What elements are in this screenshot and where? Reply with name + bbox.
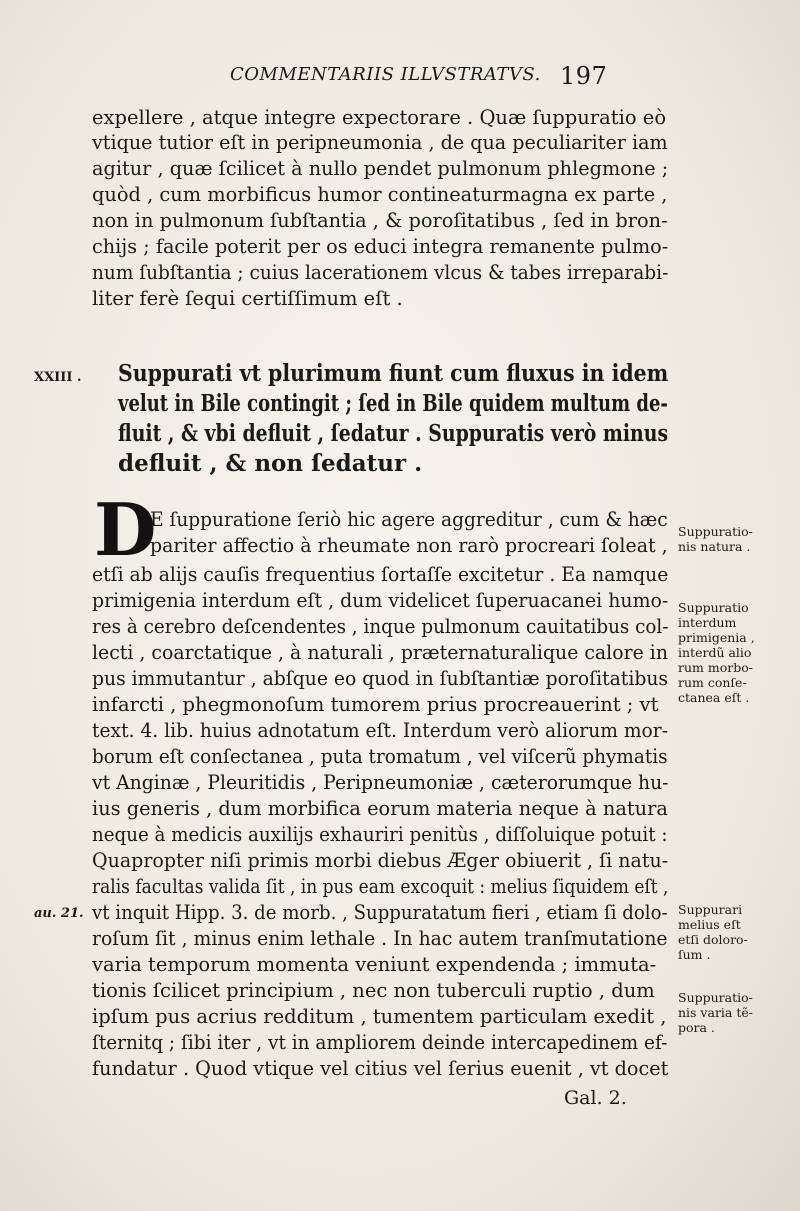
text-line: non in pulmonum ſubſtantia , & poroſitatibus , ſed in bron- [92, 209, 668, 232]
text-line: borum eſt conſectanea , puta tromatum , vel viſcerũ phymatis [92, 745, 668, 768]
aphorism-line: fluit , & vbi defluit , ſedatur . Suppuratis verò minus [118, 420, 669, 447]
text-line: tionis ſcilicet principium , nec non tuberculi ruptio , dum [92, 979, 655, 1002]
text-line: varia temporum momenta veniunt expendenda ; immuta- [92, 953, 657, 976]
running-header [230, 62, 630, 88]
text-line: ralis facultas valida ſit , in pus eam excoquit : melius ſiquidem eſt , [92, 875, 669, 898]
note-line: rum conſe- [678, 675, 747, 690]
text-line: primigenia interdum eſt , dum videlicet ſuperuacanei humo- [92, 589, 669, 612]
text-line: vt inquit Hipp. 3. de morb. , Suppuratatum fieri , etiam ſi dolo- [92, 901, 668, 924]
aphorism-line: velut in Bile contingit ; ſed in Bile quidem multum de- [118, 390, 668, 417]
note-line: rum morbo- [678, 660, 753, 675]
text-line: ipſum pus acrius redditum , tumentem particulam exedit , [92, 1005, 667, 1028]
text-line: expellere , atque integre expectorare . Quæ ſuppuratio eò [92, 106, 667, 129]
note-line: Suppuratio- [678, 990, 753, 1005]
text-line: neque à medicis auxilijs exhauriri penitùs , diſſoluique potuit : [92, 823, 668, 846]
text-line: quòd , cum morbificus humor contineaturmagna ex parte , [92, 183, 668, 206]
text-line: agitur , quæ ſcilicet à nullo pendet pulmonum phlegmone ; [92, 157, 669, 180]
note-line: Suppuratio [678, 600, 749, 615]
note-line: ſum . [678, 947, 711, 962]
text-line: ſternitq ; ſibi iter , vt in ampliorem deinde intercapedinem ef- [92, 1031, 668, 1054]
text-line: text. 4. lib. huius adnotatum eſt. Interdum verò aliorum mor- [92, 719, 669, 742]
note-line: Suppurari [678, 902, 743, 917]
note-line: interdũ alio [678, 645, 752, 660]
note-line: nis natura . [678, 539, 751, 554]
text-line: etſi ab alijs cauſis frequentius ſortaſſe excitetur . Ea namque [92, 563, 669, 586]
marginal-note [678, 524, 778, 554]
aphorism-number: XXIII . [34, 370, 82, 385]
citation-marker: au. 21. [34, 906, 84, 921]
note-line: Suppuratio- [678, 524, 753, 539]
note-line: etſi doloro- [678, 932, 748, 947]
text-line: E ſuppuratione ſeriò hic agere aggreditur , cum & hæc [150, 508, 668, 531]
note-line: primigenia , [678, 630, 755, 645]
catchword: Gal. 2. [564, 1087, 627, 1109]
text-line: chijs ; facile poterit per os educi integra remanente pulmo- [92, 235, 669, 258]
running-title: COMMENTARIIS ILLVSTRATVS. [230, 64, 541, 85]
text-line: pariter affectio à rheumate non rarò procreari ſoleat , [150, 534, 668, 557]
note-line: nis varia tẽ- [678, 1005, 753, 1020]
text-line: Quapropter niſi primis morbi diebus Æger obiuerit , ſi natu- [92, 849, 669, 872]
marginal-note [678, 600, 778, 705]
text-line: fundatur . Quod vtique vel citius vel ſerius euenit , vt docet [92, 1057, 669, 1080]
text-line: liter ferè ſequi certiſſimum eſt . [92, 287, 403, 310]
marginal-note [678, 990, 778, 1035]
text-line: vtique tutior eſt in peripneumonia , de qua peculiariter iam [92, 131, 668, 154]
note-line: ctanea eſt . [678, 690, 750, 705]
page-number: 197 [560, 62, 608, 90]
marginal-note [678, 902, 778, 962]
text-line: pus immutantur , abſque eo quod in ſubſtantiæ poroſitatibus [92, 667, 669, 690]
text-line: vt Anginæ , Pleuritidis , Peripneumoniæ , cæterorumque hu- [92, 771, 669, 794]
text-line: lecti , coarctatique , à naturali , præternaturalique calore in [92, 641, 668, 664]
text-line: res à cerebro deſcendentes , inque pulmonum cauitatibus col- [92, 615, 669, 638]
note-line: interdum [678, 615, 737, 630]
aphorism-line: Suppurati vt plurimum fiunt cum fluxus in idem [118, 360, 669, 387]
text-line: ius generis , dum morbifica eorum materia neque à natura [92, 797, 668, 820]
drop-cap: D [94, 487, 157, 572]
note-line: melius eſt [678, 917, 741, 932]
text-line: roſum ſit , minus enim lethale . In hac autem tranſmutatione [92, 927, 668, 950]
aphorism-line: defluit , & non ſedatur . [118, 450, 423, 477]
note-line: pora . [678, 1020, 715, 1035]
text-line: num ſubſtantia ; cuius lacerationem vlcus & tabes irreparabi- [92, 261, 669, 284]
text-line: infarcti , phegmonoſum tumorem prius procreauerint ; vt [92, 693, 659, 716]
